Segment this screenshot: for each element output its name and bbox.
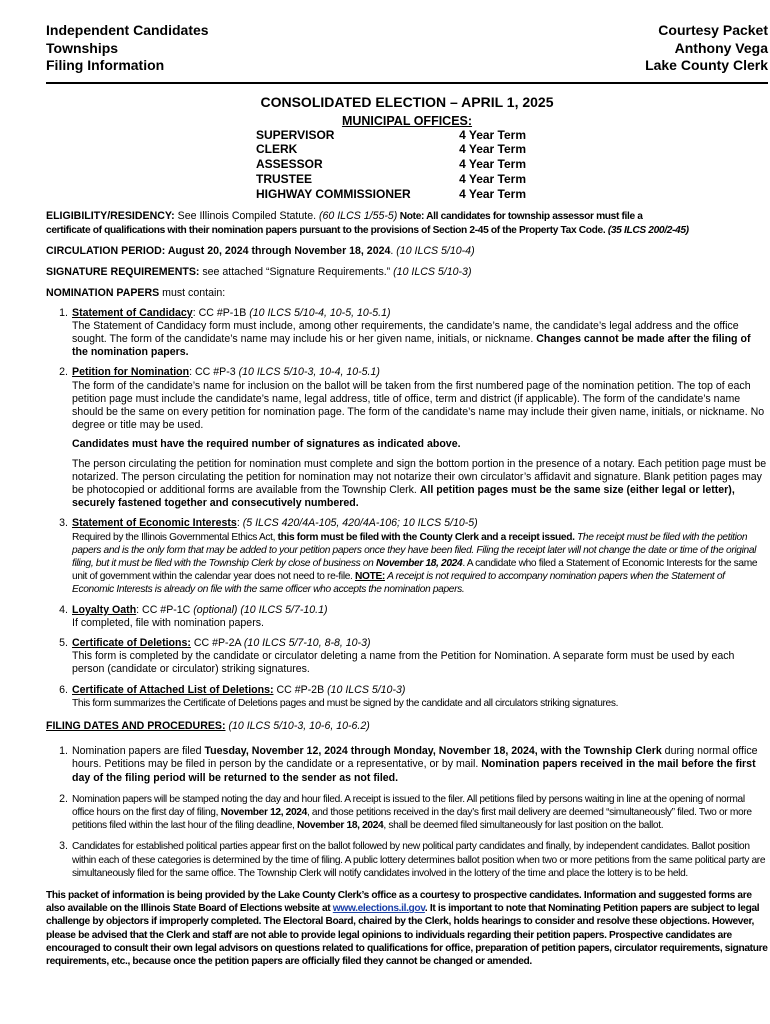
signature-label: SIGNATURE REQUIREMENTS:: [46, 266, 200, 279]
filing-bold: Tuesday, November 12, 2024 through Monday, November 18, 2024, with the Township Clerk: [204, 745, 662, 758]
nomination-text: must contain:: [159, 287, 226, 300]
item-cite: (5 ILCS 420/4A-105, 420/4A-106; 10 ILCS 5/10-5): [242, 517, 478, 530]
item-title: Petition for Nomination: [72, 366, 190, 379]
office-term: 4 Year Term: [459, 142, 526, 157]
item-body-2: [72, 458, 768, 511]
office-name: CLERK: [256, 142, 298, 157]
circulation-punct: .: [390, 244, 397, 257]
header-right-line: Courtesy Packet: [658, 22, 768, 38]
item-content: [72, 604, 768, 630]
header-left-line: Independent Candidates: [46, 22, 209, 38]
circulation-paragraph: [46, 245, 768, 258]
item-cite: (10 ILCS 5/10-3): [327, 683, 406, 696]
footer-text: This packet of information is being provided by the Lake County Clerk’s office as a courtesy to prospective candidates. Information and suggested forms are also available on the Illinois State Board of Elections website at: [46, 890, 752, 915]
filing-item: [46, 793, 768, 833]
item-number: 5.: [59, 636, 68, 649]
office-term: 4 Year Term: [459, 171, 526, 186]
footer-text: . It is important to note that Nominating Petition papers are subject to legal challenge by objectors if improperly completed. The Electoral Board, chaired by the Clerk, holds hearings to consider and resolve these objections. However, please be advised that the Clerk and staff are not able to provide legal opinions to individuals regarding their petition papers. Prospective candidates are encouraged to consult their own legal advisors on questions related to qualifications for office, preparation of petition papers, circulator requirements, signature requirements, etc., because once the petition papers are officially filed they cannot be changed or amended.: [46, 903, 768, 968]
item-number: 2.: [59, 366, 68, 379]
item-number: 4.: [59, 603, 68, 616]
item-body-a: Required by the Illinois Governmental Ethics Act,: [72, 531, 278, 543]
signature-paragraph: [46, 266, 768, 279]
office-row: [256, 142, 526, 157]
eligibility-note: Note: All candidates for township assessor must file a: [397, 211, 643, 223]
item-form: CC #P-2A: [190, 636, 244, 649]
item-title: Statement of Economic Interests: [72, 517, 237, 530]
office-term: 4 Year Term: [459, 127, 526, 142]
circulation-dates: August 20, 2024 through November 18, 2024: [165, 244, 391, 257]
circulation-label: CIRCULATION PERIOD:: [46, 244, 166, 257]
elections-website-link[interactable]: www.elections.il.gov: [332, 903, 425, 915]
header-right-line: Anthony Vega: [674, 39, 768, 56]
filing-item: [46, 745, 768, 785]
item-content: [72, 793, 768, 833]
header-right-line: Lake County Clerk: [645, 57, 768, 73]
item-bold: Candidates must have the required number of signatures as indicated above.: [72, 438, 461, 451]
item-body: This form is completed by the candidate or circulator deleting a name from the Petition for Nomination. A separate form must be used by each person (candidate or circulator) striking signatures.: [72, 650, 735, 676]
item-form: CC #P-2B: [273, 683, 328, 696]
filing-heading: [46, 720, 768, 733]
item-cite: (10 ILCS 5/10-4, 10-5, 10-5.1): [249, 306, 391, 319]
document-title: CONSOLIDATED ELECTION – APRIL 1, 2025: [260, 93, 554, 110]
filing-text: Nomination papers will be stamped noting the day and hour filed. A receipt is issued to the filer. All petitions filed by persons waiting in line at the opening of normal office hours on the first day of filing,: [72, 793, 745, 818]
header-divider: [46, 82, 768, 84]
list-item: [46, 637, 768, 677]
item-content: [72, 637, 768, 677]
filing-text: during normal office hours. Petitions may be filed in person by the candidate or a representative, or by mail.: [72, 745, 758, 771]
item-title: Certificate of Attached List of Deletions:: [72, 683, 274, 696]
offices-list: [256, 128, 526, 202]
item-note-label: NOTE:: [355, 571, 385, 583]
filing-bold: November 12, 2024: [220, 807, 307, 818]
item-number: 3.: [59, 517, 68, 530]
footer-paragraph: [46, 889, 768, 968]
item-body-2-text: The person circulating the petition for nomination must complete and sign the bottom portion in the presence of a notary. Each petition page must be notarized. The person circulating the petition for nomination may not notarize their own circulator’s affidavit and signature. Blank petition pages may be photocopied or additional forms are available from the Township Clerk.: [72, 457, 767, 496]
filing-text: , and those petitions received in the day’s first mail delivery are deemed “simultaneously” filed. Two or more petitions filed within the last hour of the filing deadline,: [72, 807, 752, 832]
filing-bold: Nomination papers received in the mail before the first day of the filing period will be returned to the sender as not filed.: [72, 758, 756, 784]
item-body-f: A receipt is not required to accompany nomination papers when the Statement of Economic Interests is already on file with the same officer who accepts the nomination papers.: [72, 571, 725, 596]
nomination-label: NOMINATION PAPERS: [46, 287, 160, 300]
item-number: 2.: [59, 792, 68, 805]
filing-label: FILING DATES AND PROCEDURES:: [46, 719, 226, 732]
offices-heading: MUNICIPAL OFFICES:: [341, 113, 473, 128]
item-cite: (10 ILCS 5/7-10, 8-8, 10-3): [243, 636, 371, 649]
office-row: [256, 172, 526, 187]
filing-text: Candidates for established political parties appear first on the ballot followed by new political party candidates and finally, by independent candidates. Ballot position within each of these categories is determined by the time of filing. A public lottery determines ballot position when two or more petitions from the same political party are simultaneously filed for the same office. The Township Clerk will notify candidates involved in the lottery of the time and place the lottery is to be held.: [72, 841, 766, 879]
filing-text: Nomination papers are filed: [72, 745, 205, 758]
filing-bold: November 18, 2024: [297, 820, 384, 832]
office-term: 4 Year Term: [459, 157, 526, 172]
office-name: TRUSTEE: [256, 171, 313, 186]
item-content: [72, 307, 768, 360]
item-body: [72, 532, 757, 596]
eligibility-label: ELIGIBILITY/RESIDENCY:: [46, 210, 175, 223]
filing-item: [46, 840, 768, 880]
item-bold-2: All petition pages must be the same size (either legal or letter), securely fastened together and consecutively numbered.: [72, 483, 735, 510]
item-body: If completed, file with nomination papers.: [72, 616, 264, 629]
list-item: [46, 366, 768, 510]
office-row: [256, 157, 526, 172]
item-content: [72, 366, 768, 510]
item-number: 1.: [59, 306, 68, 319]
document-header: [46, 22, 768, 75]
item-body-c: The receipt must be filed with the petition papers and is the only form that may be added to your petition papers once they have been filed. Filing the receipt later will not change the date or time of the original filing, but it must be filed with the Township Clerk by close of business on: [72, 531, 757, 569]
office-name: HIGHWAY COMMISSIONER: [256, 186, 411, 201]
item-content: [72, 684, 768, 710]
item-body: The Statement of Candidacy form must include, among other requirements, the candidate’s name, the candidate’s legal address and the office sought. The form of the candidate’s name may include his or her given name, initials, or nickname.: [72, 319, 739, 345]
item-content: [72, 840, 768, 880]
office-name: ASSESSOR: [256, 157, 323, 172]
office-row: [256, 187, 526, 202]
item-form: : CC #P-3: [189, 366, 239, 379]
item-form: :: [236, 517, 243, 530]
item-title: Loyalty Oath: [72, 603, 137, 616]
item-cite: (optional) (10 ILCS 5/7-10.1): [193, 603, 328, 616]
eligibility-cite: (60 ILCS 1/55-5): [318, 210, 398, 223]
item-form: : CC #P-1B: [192, 306, 250, 319]
list-item: [46, 307, 768, 360]
eligibility-cite2: (35 ILCS 200/2-45): [607, 224, 689, 236]
eligibility-note-cont: certificate of qualifications with their nomination papers pursuant to the provisions of Section 2-45 of the Property Tax Code.: [46, 224, 608, 236]
header-left: [46, 22, 209, 75]
eligibility-paragraph: [46, 210, 768, 236]
item-cite: (10 ILCS 5/10-3, 10-4, 10-5.1): [238, 366, 380, 379]
office-name: SUPERVISOR: [256, 127, 335, 142]
list-item: [46, 604, 768, 630]
eligibility-text: See Illinois Compiled Statute.: [174, 210, 319, 223]
signature-cite: (10 ILCS 5/10-3): [393, 266, 472, 279]
list-item: [46, 684, 768, 710]
item-number: 6.: [59, 683, 68, 696]
item-body: This form summarizes the Certificate of Deletions pages and must be signed by the candidate and all circulators striking signatures.: [72, 697, 619, 709]
item-title: Certificate of Deletions:: [72, 636, 191, 649]
filing-cite: (10 ILCS 5/10-3, 10-6, 10-6.2): [225, 719, 370, 732]
office-term: 4 Year Term: [459, 186, 526, 201]
item-form: : CC #P-1C: [136, 603, 194, 616]
item-number: 3.: [59, 840, 68, 853]
item-body-d: November 18, 2024: [375, 557, 463, 569]
filing-text: , shall be deemed filed simultaneously for last position on the ballot.: [383, 820, 664, 832]
item-bold: Changes cannot be made after the filing of the nomination papers.: [72, 332, 751, 359]
item-title: Statement of Candidacy: [72, 306, 193, 319]
item-number: 1.: [59, 745, 68, 758]
header-right: [645, 22, 768, 75]
document-page: [46, 0, 768, 968]
header-left-line: Filing Information: [46, 57, 165, 73]
circulation-cite: (10 ILCS 5/10-4): [396, 244, 475, 257]
item-body-e: . A candidate who filed a Statement of Economic Interests for the same unit of government within the calendar year does not need to re-file.: [72, 557, 758, 583]
header-left-line: Townships: [46, 39, 119, 56]
item-body: The form of the candidate’s name for inclusion on the ballot will be taken from the first numbered page of the nomination petition. The top of each petition page must include the candidate’s name, legal address, title of office, term and district (if applicable). The form of the candidate’s name should be the same on every petition for nomination page. The form of the candidate’s name may include their given name, initials, or nickname. No degree or title may be used.: [72, 379, 765, 432]
office-row: [256, 128, 526, 143]
list-item: [46, 517, 768, 596]
signature-text: see attached “Signature Requirements.”: [199, 266, 394, 279]
item-content: [72, 517, 768, 596]
nomination-paragraph: [46, 287, 768, 300]
item-body-b: this form must be filed with the County Clerk and a receipt issued.: [277, 531, 575, 543]
item-content: [72, 745, 768, 785]
